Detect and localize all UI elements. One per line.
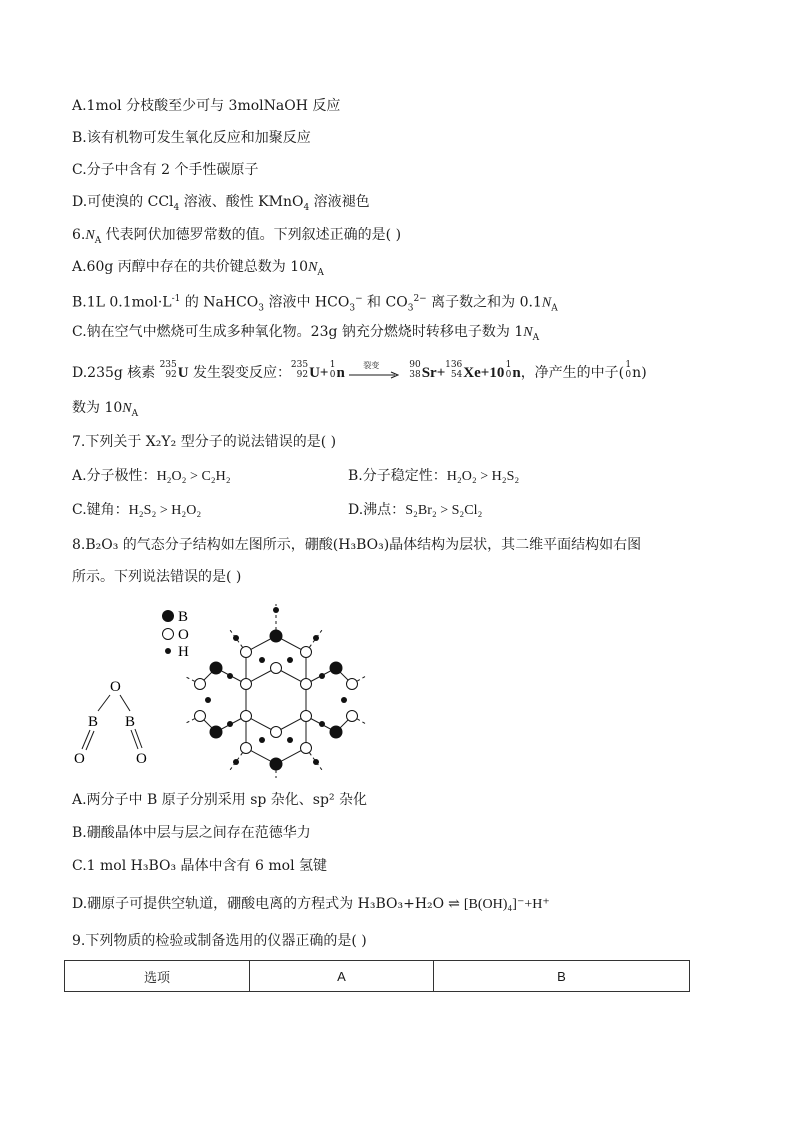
q8-option-a: A.两分子中 B 原子分别采用 sp 杂化、sp² 杂化: [72, 792, 368, 808]
q9-options-table: [64, 960, 690, 992]
q6-stem: $6.N_A$ 代表阿伏加德罗常数的值。下列叙述正确的是( ): [72, 227, 402, 246]
table-row: [65, 961, 690, 992]
q8-stem-line1: 8.B₂O₃ 的气态分子结构如左图所示，硼酸(H₃BO₃)晶体结构为层状，其二维平面结构如右图: [72, 537, 642, 553]
q6-option-d: D.235g 核素 235 92 U 发生裂变反应： 235 92 U+ 1 0 n 裂变 90 38 Sr+ 136 54 Xe+10 1 0 n，净产生的中子( 1 0 n): [72, 360, 647, 381]
legend-o-dot: [163, 629, 174, 640]
table-header-cell: B: [434, 961, 690, 992]
q7-option-b: B.分子稳定性：H₂O₂ > H₂S₂: [348, 468, 520, 484]
table-header-cell: A: [250, 961, 434, 992]
legend-b-dot: [162, 610, 174, 622]
legend-o-label: O: [178, 627, 189, 643]
legend-b-label: B: [178, 609, 189, 625]
q8-option-b: B.硼酸晶体中层与层之间存在范德华力: [72, 825, 311, 841]
q5-option-d: D.可使溴的 CCl$_4$ 溶液、酸性 KMnO$_4$ 溶液褪色: [72, 194, 370, 213]
q8-option-c: C.1 mol H₃BO₃ 晶体中含有 6 mol 氢键: [72, 858, 328, 874]
mol-atom-o-left: O: [74, 751, 85, 767]
q5-option-c: C.分子中含有 2 个手性碳原子: [72, 162, 259, 178]
mol-atom-b-right: B: [125, 714, 136, 730]
mol-atom-o-top: O: [110, 679, 121, 695]
legend-h-label: H: [178, 644, 189, 660]
q7-option-a: A.分子极性：H₂O₂ > C₂H₂: [72, 468, 231, 484]
q8-stem-line2: 所示。下列说法错误的是( ): [72, 569, 242, 585]
table-header-cell: 选项: [65, 961, 250, 992]
reaction-arrow: 裂变: [349, 365, 399, 379]
q5-option-b: B.该有机物可发生氧化反应和加聚反应: [72, 130, 311, 146]
q9-stem: 9.下列物质的检验或制备选用的仪器正确的是( ): [72, 933, 367, 949]
q8-option-d: D.硼原子可提供空轨道，硼酸电离的方程式为 H₃BO₃+H₂O ⇌ [B(OH)₄]⁻+H⁺: [72, 896, 550, 912]
legend-h-dot: [165, 648, 171, 654]
q6-option-c: C.钠在空气中燃烧可生成多种氧化物。23g 钠充分燃烧时转移电子数为 $1N_A$: [72, 324, 540, 343]
boric-acid-lattice-figure: [180, 600, 370, 780]
q7-stem: 7.下列关于 X₂Y₂ 型分子的说法错误的是( ): [72, 434, 337, 450]
q6-option-a: A.60g 丙醇中存在的共价键总数为 $10N_A$: [72, 259, 324, 278]
q7-option-d: D.沸点：S₂Br₂ > S₂Cl₂: [348, 502, 483, 518]
mol-atom-o-right: O: [136, 751, 147, 767]
q6-option-d-cont: 数为 $10N_A$: [72, 400, 139, 419]
q6-option-b: B.1L $0.1mol\cdot L^{-1}$ 的 NaHCO$_3$ 溶液中 $HCO_3^-$ 和 $CO_3^{2-}$ 离子数之和为 $0.1N_A$: [72, 294, 558, 314]
mol-atom-b-left: B: [88, 714, 99, 730]
q5-option-a: A.1mol 分枝酸至少可与 3molNaOH 反应: [72, 98, 341, 114]
b2o3-molecule-figure: [68, 675, 168, 770]
q7-option-c: C.键角：H₂S₂ > H₂O₂: [72, 502, 202, 518]
